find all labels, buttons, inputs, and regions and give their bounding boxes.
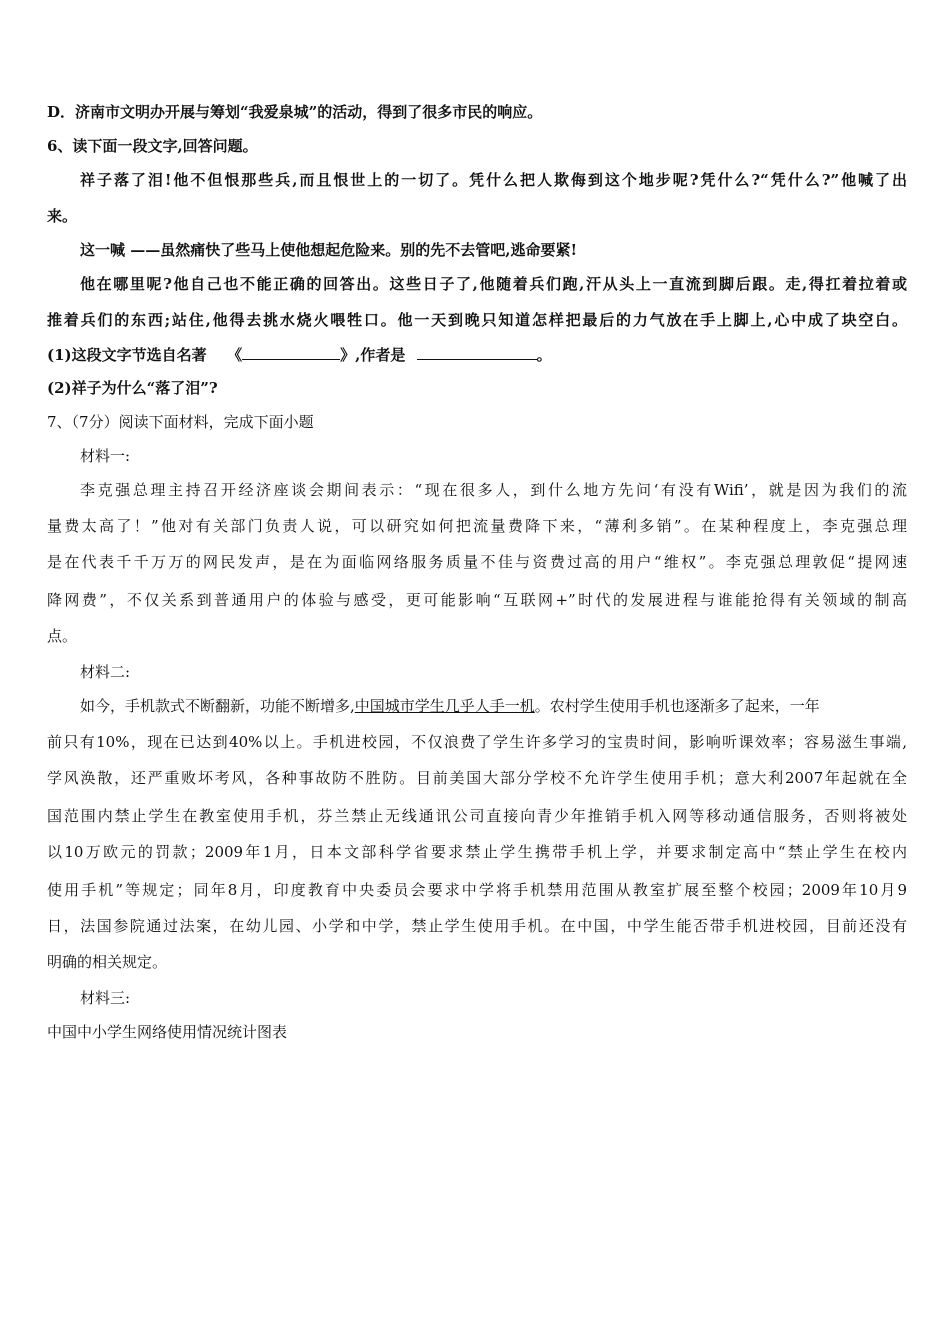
q6-sub1-close: 》,作者是 [340, 346, 406, 364]
material-2-line: 学风涣散，还严重败坏考风，各种事故防不胜防。目前美国大部分学校不允许学生使用手机；意大利2007年起就在全 [47, 769, 907, 787]
q6-sub1-prefix: (1)这段文字节选自名著 [47, 346, 207, 364]
material-2-line: 明确的相关规定。 [47, 953, 168, 971]
material-3-label: 材料三: [80, 989, 131, 1007]
material-2-line: 前只有10%，现在已达到40%以上。手机进校园，不仅浪费了学生许多学习的宝贵时间，影响听课效率；容易滋生事端, [47, 733, 907, 751]
q6-passage-line: 祥子落了泪!他不但恨那些兵,而且恨世上的一切了。凭什么把人欺侮到这个地步呢?凭什么?“凭什么?”他喊了出 [80, 171, 907, 189]
material-2-line: 以10万欧元的罚款；2009年1月，日本文部科学省要求禁止学生携带手机上学，并要求制定高中“禁止学生在校内 [47, 843, 907, 861]
option-d-text: 济南市文明办开展与筹划“我爱泉城”的活动，得到了很多市民的响应。 [75, 103, 543, 121]
q6-passage-line: 推着兵们的东西;站住,他得去挑水烧火喂牲口。他一天到晚只知道怎样把最后的力气放在手上脚上,心中成了块空白。 [47, 311, 907, 329]
material-1-line: 李克强总理主持召开经济座谈会期间表示：“现在很多人，到什么地方先问‘有没有Wifi’，就是因为我们的流 [80, 481, 907, 499]
material-1-line: 点。 [47, 627, 78, 645]
q6-sub2: (2)祥子为什么“落了泪”? [47, 379, 218, 397]
underlined-sentence: 中国城市学生几乎人手一机 [354, 697, 535, 715]
author-blank[interactable] [417, 344, 537, 360]
chart-caption: 中国中小学生网络使用情况统计图表 [47, 1023, 288, 1041]
q6-sub1 [47, 344, 907, 365]
q6-passage-line: 这一喊 ——虽然痛快了些马上使他想起危险来。别的先不去管吧,逃命要紧! [80, 241, 578, 259]
q7-title: 7、（7分）阅读下面材料，完成下面小题 [47, 413, 314, 431]
option-d [47, 102, 907, 122]
material-1-line: 降网费”，不仅关系到普通用户的体验与感受，更可能影响“互联网+”时代的发展进程与谁能抢得有关领域的制高 [47, 591, 907, 609]
q6-title: 6、读下面一段文字,回答问题。 [47, 137, 258, 155]
material-2-line: 国范围内禁止学生在教室使用手机，芬兰禁止无线通讯公司直接向青少年推销手机入网等移动通信服务，否则将被处 [47, 807, 907, 825]
q6-sub1-open: 《 [227, 346, 243, 364]
material-1-line: 量费太高了！”他对有关部门负责人说，可以研究如何把流量费降下来，“薄利多销”。在某种程度上，李克强总理 [47, 517, 907, 535]
material-1-label: 材料一: [80, 447, 131, 465]
material-2-text: 。农村学生使用手机也逐渐多了起来，一年 [534, 697, 820, 715]
material-2-line: 日，法国参院通过法案，在幼儿园、小学和中学，禁止学生使用手机。在中国，中学生能否带手机进校园，目前还没有 [47, 917, 907, 935]
material-1-line: 是在代表千千万万的网民发声，是在为面临网络服务质量不佳与资费过高的用户“维权”。李克强总理敦促“提网速 [47, 553, 907, 571]
material-2-line: 使用手机”等规定；同年8月，印度教育中央委员会要求中学将手机禁用范围从教室扩展至整个校园；2009年10月9 [47, 881, 907, 899]
q6-passage-line: 他在哪里呢?他自己也不能正确的回答出。这些日子了,他随着兵们跑,汗从头上一直流到脚后跟。走,得扛着拉着或 [80, 275, 907, 293]
q6-passage-line: 来。 [47, 207, 78, 225]
material-2-line [80, 696, 907, 716]
material-2-text: 如今，手机款式不断翻新，功能不断增多, [80, 697, 355, 715]
book-title-blank[interactable] [242, 344, 340, 360]
material-2-label: 材料二: [80, 663, 131, 681]
option-d-label: D． [47, 103, 76, 121]
q6-sub1-end: 。 [536, 346, 552, 364]
